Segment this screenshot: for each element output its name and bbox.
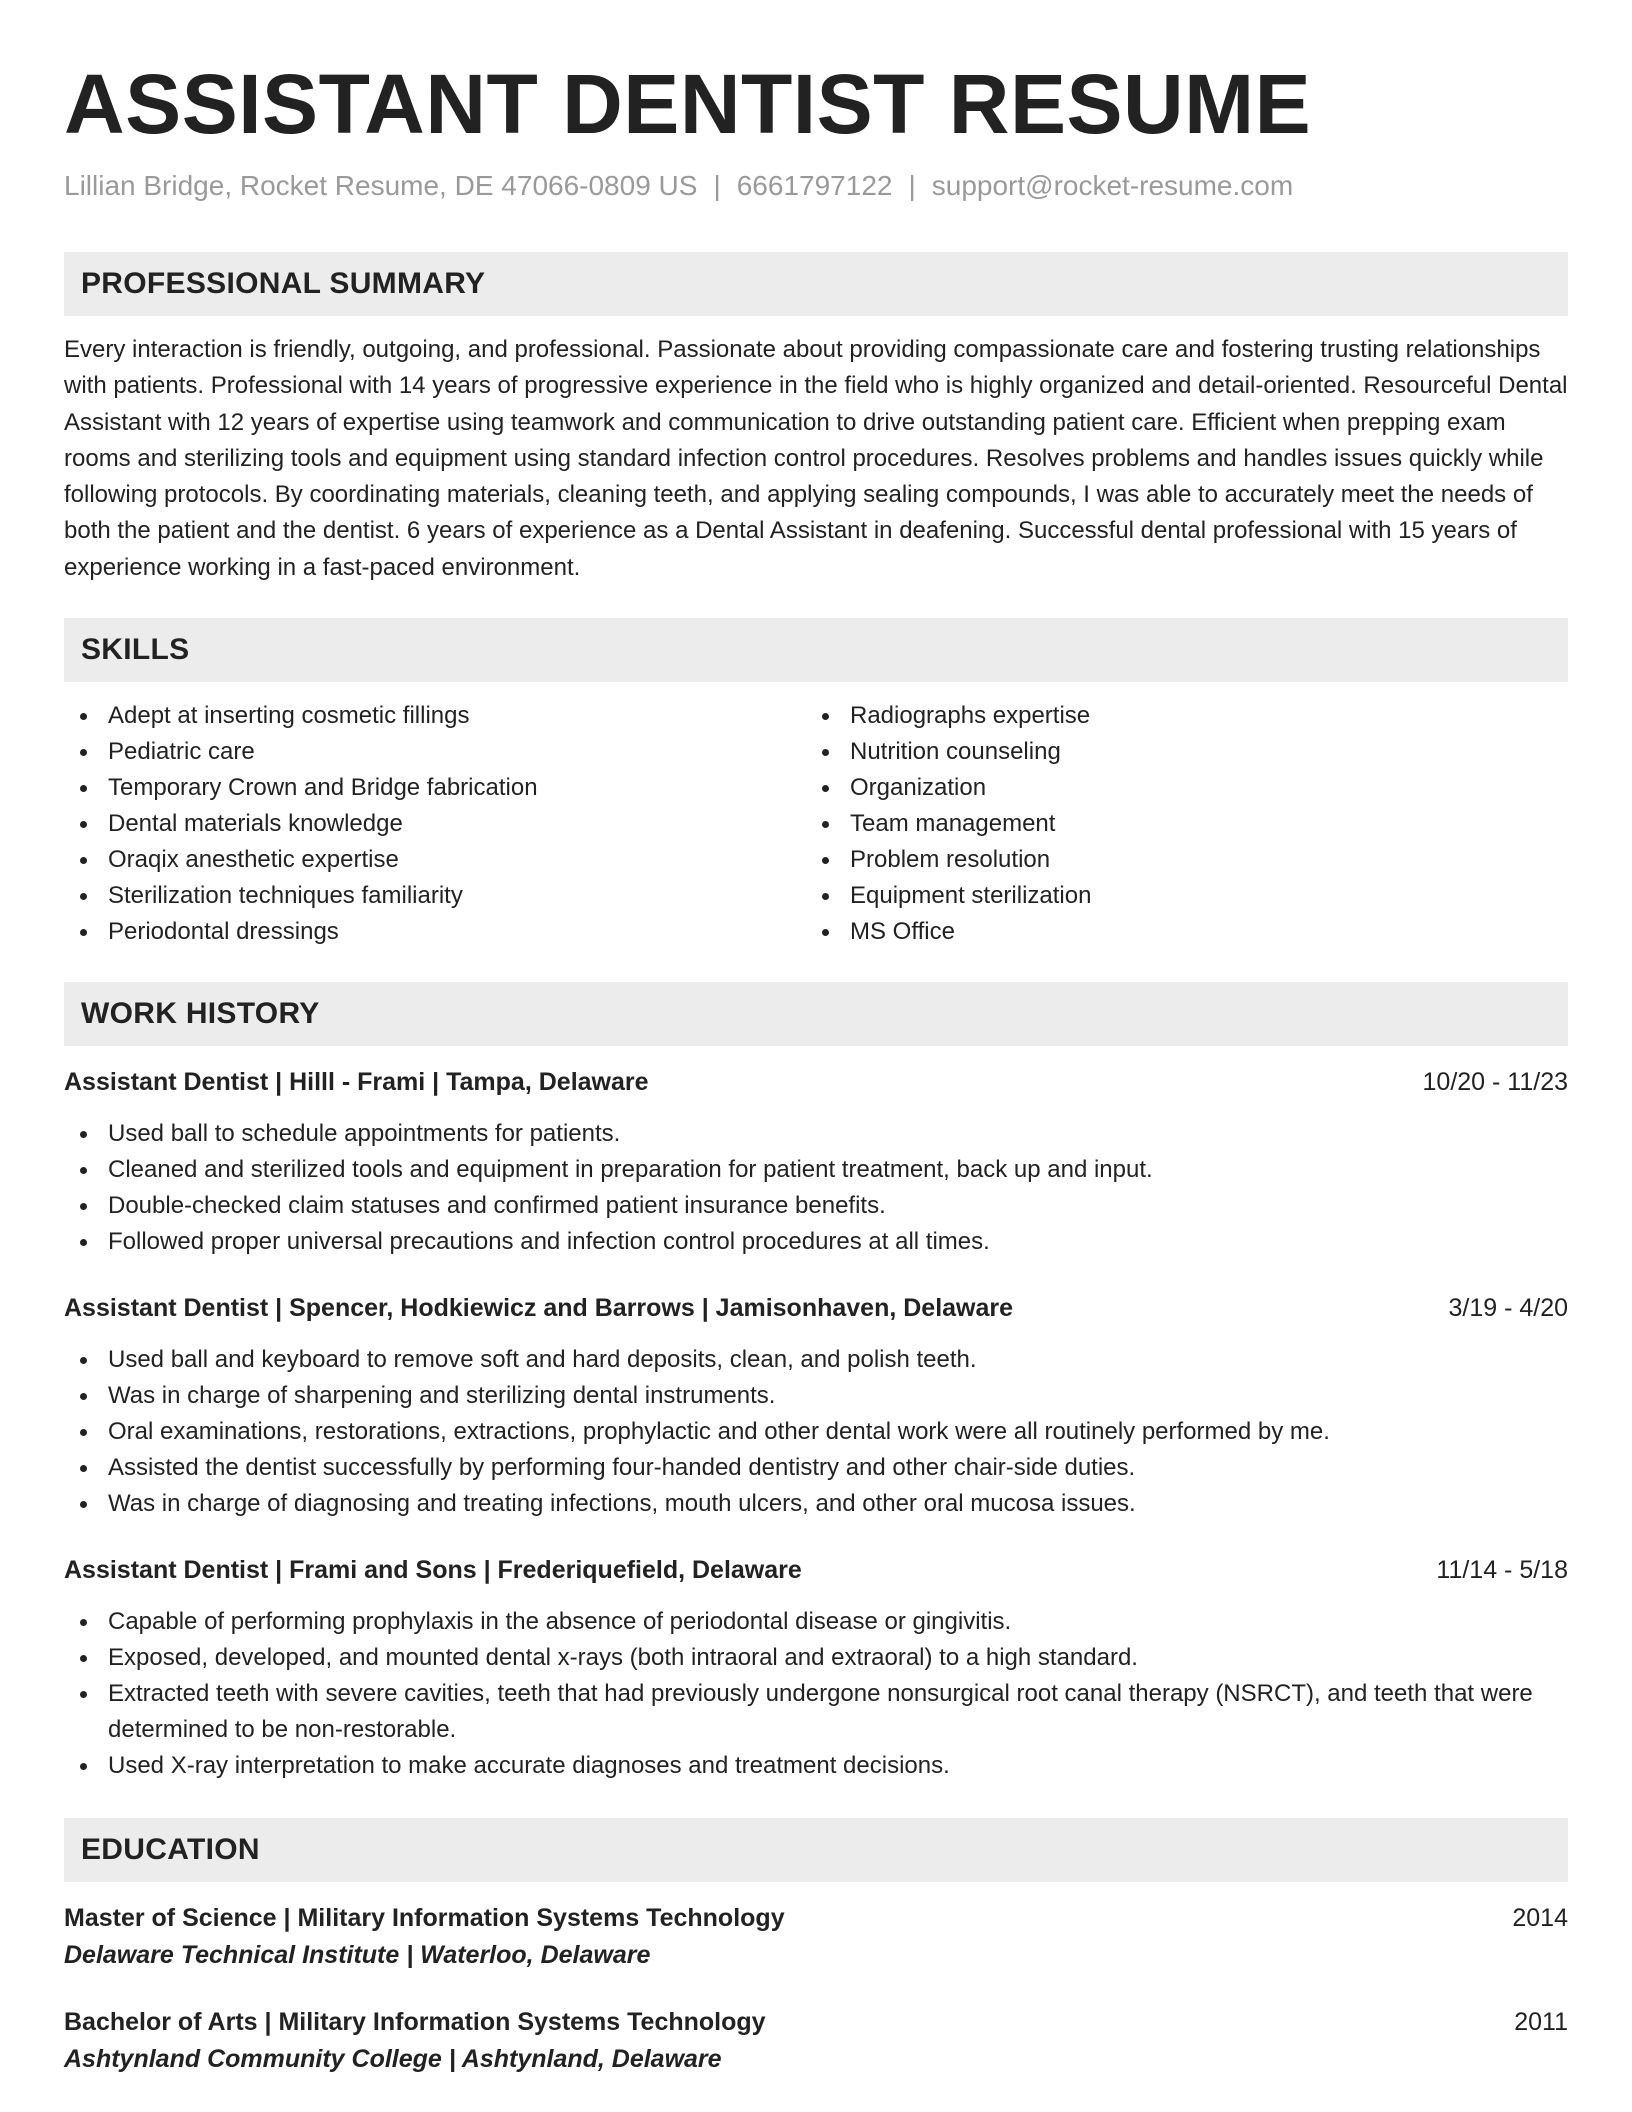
skills-column-right [806, 698, 1548, 950]
job-header [64, 1290, 1568, 1326]
education-school: Ashtynland Community College | Ashtynland, Delaware [64, 2045, 722, 2074]
job-entry [64, 1552, 1568, 1784]
job-title: Assistant Dentist | Hilll - Frami | Tampa, Delaware [64, 1068, 649, 1097]
education-school: Delaware Technical Institute | Waterloo, Delaware [64, 1941, 651, 1970]
job-bullets [64, 1604, 1568, 1784]
skills-section-header [64, 618, 1568, 682]
contact-phone: 6661797122 [736, 170, 893, 201]
skill-item: Nutrition counseling [806, 734, 1548, 770]
job-bullet: Exposed, developed, and mounted dental x-rays (both intraoral and extraoral) to a high standard. [64, 1640, 1568, 1676]
skill-item: Temporary Crown and Bridge fabrication [64, 770, 806, 806]
summary-section-header [64, 252, 1568, 316]
education-entry [64, 1900, 1568, 1974]
contact-separator: | [713, 170, 721, 201]
job-bullet: Assisted the dentist successfully by performing four-handed dentistry and other chair-side duties. [64, 1450, 1568, 1486]
job-bullet: Capable of performing prophylaxis in the absence of periodontal disease or gingivitis. [64, 1604, 1568, 1640]
skill-item: Sterilization techniques familiarity [64, 878, 806, 914]
skill-item: Equipment sterilization [806, 878, 1548, 914]
education-heading: EDUCATION [81, 1833, 260, 1867]
work-section-header [64, 982, 1568, 1046]
job-bullets [64, 1116, 1568, 1260]
job-dates: 3/19 - 4/20 [1448, 1294, 1568, 1323]
job-bullet: Double-checked claim statuses and confirmed patient insurance benefits. [64, 1188, 1568, 1224]
skill-item: Pediatric care [64, 734, 806, 770]
education-degree: Master of Science | Military Information Systems Technology [64, 1904, 785, 1933]
job-bullet: Used ball to schedule appointments for patients. [64, 1116, 1568, 1152]
education-section-header [64, 1818, 1568, 1882]
contact-address: Lillian Bridge, Rocket Resume, DE 47066-0809 US [64, 170, 698, 201]
job-header [64, 1064, 1568, 1100]
job-bullets [64, 1342, 1568, 1522]
job-bullet: Was in charge of diagnosing and treating infections, mouth ulcers, and other oral mucosa issues. [64, 1486, 1568, 1522]
job-bullet: Cleaned and sterilized tools and equipment in preparation for patient treatment, back up and input. [64, 1152, 1568, 1188]
skill-item: MS Office [806, 914, 1548, 950]
education-header [64, 1900, 1568, 1936]
summary-heading: PROFESSIONAL SUMMARY [81, 267, 486, 300]
skill-item: Team management [806, 806, 1548, 842]
skill-item: Problem resolution [806, 842, 1548, 878]
skill-item: Dental materials knowledge [64, 806, 806, 842]
skills-list-right [806, 698, 1548, 950]
work-heading: WORK HISTORY [81, 997, 320, 1031]
job-bullet: Was in charge of sharpening and sterilizing dental instruments. [64, 1378, 1568, 1414]
contact-separator: | [908, 170, 916, 201]
education-degree: Bachelor of Arts | Military Information Systems Technology [64, 2008, 766, 2037]
job-bullet: Followed proper universal precautions and infection control procedures at all times. [64, 1224, 1568, 1260]
education-entry [64, 2004, 1568, 2078]
skill-item: Adept at inserting cosmetic fillings [64, 698, 806, 734]
skill-item: Radiographs expertise [806, 698, 1548, 734]
job-title: Assistant Dentist | Spencer, Hodkiewicz and Barrows | Jamisonhaven, Delaware [64, 1294, 1014, 1323]
job-entry [64, 1290, 1568, 1522]
job-dates: 11/14 - 5/18 [1436, 1556, 1568, 1585]
job-bullet: Oral examinations, restorations, extractions, prophylactic and other dental work were all routinely performed by me. [64, 1414, 1568, 1450]
skill-item: Periodontal dressings [64, 914, 806, 950]
job-entry [64, 1064, 1568, 1260]
summary-text: Every interaction is friendly, outgoing, and professional. Passionate about providing compassionate care and fostering trusting relationships with patients. Professional with 14 years of progressive experience in the field who is highly organized and detail-oriented. Resourceful Dental Assistant with 12 years of expertise using teamwork and communication to drive outstanding patient care. Efficient when prepping exam rooms and sterilizing tools and equipment using standard infection control procedures. Resolves problems and handles issues quickly while following protocols. By coordinating materials, cleaning teeth, and applying sealing compounds, I was able to accurately meet the needs of both the patient and the dentist. 6 years of experience as a Dental Assistant in deafening. Successful dental professional with 15 years of experience working in a fast-paced environment. [64, 336, 1568, 581]
skills-list-left [64, 698, 806, 950]
job-bullet: Used ball and keyboard to remove soft and hard deposits, clean, and polish teeth. [64, 1342, 1568, 1378]
education-year: 2014 [1512, 1904, 1568, 1933]
education-year: 2011 [1514, 2008, 1568, 2037]
contact-line [64, 168, 1568, 204]
job-bullet: Used X-ray interpretation to make accurate diagnoses and treatment decisions. [64, 1748, 1568, 1784]
education-header [64, 2004, 1568, 2040]
skills-heading: SKILLS [81, 633, 190, 667]
job-title: Assistant Dentist | Frami and Sons | Frederiquefield, Delaware [64, 1556, 802, 1585]
skills-column-left [64, 698, 806, 950]
skill-item: Organization [806, 770, 1548, 806]
job-dates: 10/20 - 11/23 [1422, 1068, 1568, 1097]
contact-email[interactable]: support@rocket-resume.com [931, 170, 1294, 201]
skill-item: Oraqix anesthetic expertise [64, 842, 806, 878]
skills-grid [64, 698, 1568, 950]
job-bullet: Extracted teeth with severe cavities, teeth that had previously undergone nonsurgical root canal therapy (NSRCT), and teeth that were determined to be non-restorable. [64, 1676, 1568, 1748]
resume-title: ASSISTANT DENTIST RESUME [64, 57, 1312, 151]
job-header [64, 1552, 1568, 1588]
